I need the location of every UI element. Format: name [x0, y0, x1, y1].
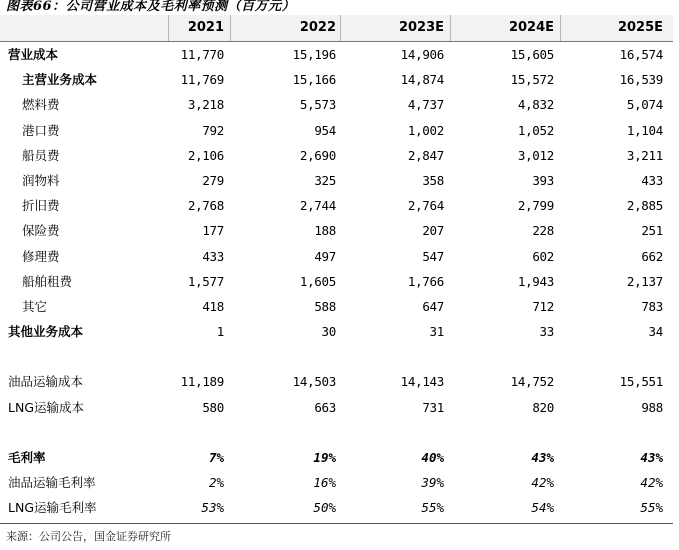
cell-value: 43% [640, 450, 663, 465]
cell-value: 16% [313, 475, 336, 491]
column-divider [230, 15, 231, 41]
header-year-2021: 2021 [187, 20, 224, 35]
spacer-row [0, 420, 673, 445]
row-label: 折旧费 [22, 198, 60, 214]
row-label: 港口费 [22, 122, 60, 138]
cell-value: 731 [422, 399, 444, 415]
row-label: 毛利率 [8, 450, 46, 465]
cell-value: 433 [641, 172, 663, 188]
cell-value: 15,166 [292, 72, 336, 88]
row-label: 油品运输成本 [8, 374, 84, 390]
row-label: 燃料费 [22, 97, 60, 113]
cell-value: 1,766 [407, 273, 444, 289]
column-divider [450, 15, 451, 41]
cell-value: 14,503 [292, 374, 336, 390]
cell-value: 1,104 [626, 122, 663, 138]
cell-value: 177 [202, 223, 224, 239]
cell-value: 11,770 [180, 47, 224, 62]
cell-value: 792 [202, 122, 224, 138]
cell-value: 954 [314, 122, 336, 138]
header-year-2025e: 2025E [617, 20, 663, 35]
cell-value: 3,012 [517, 147, 554, 163]
cell-value: 2,744 [299, 198, 336, 214]
cell-value: 5,573 [299, 97, 336, 113]
cell-value: 712 [532, 298, 554, 314]
cell-value: 783 [641, 298, 663, 314]
cell-value: 497 [314, 248, 336, 264]
cell-value: 820 [532, 399, 554, 415]
cell-value: 418 [202, 298, 224, 314]
cell-value: 2,106 [187, 147, 224, 163]
row-label: 主营业务成本 [22, 72, 98, 88]
cell-value: 1 [216, 324, 224, 340]
cell-value: 602 [532, 248, 554, 264]
table-row [0, 244, 673, 269]
table-title: 图表66：公司营业成本及毛利率预测（百万元） [6, 0, 296, 14]
cell-value: 55% [421, 500, 444, 516]
spacer-row [0, 344, 673, 369]
row-label: LNG运输成本 [8, 399, 85, 415]
cell-value: 19% [313, 450, 336, 465]
cell-value: 16,539 [619, 72, 663, 88]
cell-value: 30 [321, 324, 336, 340]
row-label: 修理费 [22, 248, 60, 264]
table-row [0, 67, 673, 92]
table-row [0, 92, 673, 117]
cell-value: 42% [531, 475, 554, 491]
cell-value: 228 [532, 223, 554, 239]
cell-value: 1,052 [517, 122, 554, 138]
cell-value: 2,847 [407, 147, 444, 163]
cell-value: 1,002 [407, 122, 444, 138]
row-label: 其它 [22, 298, 48, 314]
source-note: 来源：公司公告，国金证券研究所 [6, 530, 171, 543]
cell-value: 11,189 [180, 374, 224, 390]
row-label: 营业成本 [8, 47, 59, 62]
cell-value: 547 [422, 248, 444, 264]
row-label: 其他业务成本 [8, 324, 84, 340]
cell-value: 2% [208, 475, 224, 491]
cell-value: 14,752 [510, 374, 554, 390]
cell-value: 40% [421, 450, 444, 465]
cell-value: 1,605 [299, 273, 336, 289]
cell-value: 4,737 [407, 97, 444, 113]
cost-forecast-table [0, 15, 673, 521]
cell-value: 358 [422, 172, 444, 188]
table-row [0, 42, 673, 67]
column-divider [560, 15, 561, 41]
table-row [0, 118, 673, 143]
cell-value: 15,551 [619, 374, 663, 390]
cell-value: 15,605 [510, 47, 554, 62]
cell-value: 16,574 [619, 47, 663, 62]
cell-value: 393 [532, 172, 554, 188]
table-row [0, 143, 673, 168]
cell-value: 588 [314, 298, 336, 314]
cell-value: 2,137 [626, 273, 663, 289]
cell-value: 2,764 [407, 198, 444, 214]
cell-value: 43% [531, 450, 554, 465]
cell-value: 7% [208, 450, 224, 465]
cell-value: 279 [202, 172, 224, 188]
table-row [0, 319, 673, 344]
cell-value: 2,799 [517, 198, 554, 214]
cell-value: 325 [314, 172, 336, 188]
cell-value: 31 [429, 324, 444, 340]
header-year-2024e: 2024E [508, 20, 554, 35]
table-row [0, 269, 673, 294]
cell-value: 647 [422, 298, 444, 314]
table-row [0, 294, 673, 319]
cell-value: 3,218 [187, 97, 224, 113]
cell-value: 14,143 [400, 374, 444, 390]
row-label: 船舶租费 [22, 273, 73, 289]
cell-value: 5,074 [626, 97, 663, 113]
cell-value: 50% [313, 500, 336, 516]
cell-value: 580 [202, 399, 224, 415]
cell-value: 663 [314, 399, 336, 415]
cell-value: 34 [648, 324, 663, 340]
cell-value: 53% [201, 500, 224, 516]
cell-value: 14,874 [400, 72, 444, 88]
table-row [0, 395, 673, 420]
cell-value: 251 [641, 223, 663, 239]
table-row [0, 218, 673, 243]
cell-value: 988 [641, 399, 663, 415]
header-year-2022: 2022 [299, 20, 336, 35]
cell-value: 207 [422, 223, 444, 239]
table-row [0, 470, 673, 495]
cell-value: 662 [641, 248, 663, 264]
cell-value: 2,768 [187, 198, 224, 214]
column-divider [340, 15, 341, 41]
cell-value: 188 [314, 223, 336, 239]
cell-value: 1,577 [187, 273, 224, 289]
table-header-row [0, 15, 673, 42]
cell-value: 33 [539, 324, 554, 340]
cell-value: 433 [202, 248, 224, 264]
cell-value: 55% [640, 500, 663, 516]
cell-value: 14,906 [400, 47, 444, 62]
table-row [0, 168, 673, 193]
cell-value: 15,196 [292, 47, 336, 62]
table-row [0, 369, 673, 394]
table-row [0, 495, 673, 520]
header-year-2023e: 2023E [398, 20, 444, 35]
cell-value: 1,943 [517, 273, 554, 289]
cell-value: 11,769 [180, 72, 224, 88]
cell-value: 2,885 [626, 198, 663, 214]
row-label: LNG运输毛利率 [8, 500, 97, 516]
cell-value: 2,690 [299, 147, 336, 163]
table-bottom-border [0, 523, 673, 524]
table-row [0, 193, 673, 218]
cell-value: 3,211 [626, 147, 663, 163]
row-label: 保险费 [22, 223, 60, 239]
cell-value: 15,572 [510, 72, 554, 88]
row-label: 船员费 [22, 147, 60, 163]
row-label: 油品运输毛利率 [8, 475, 96, 491]
cell-value: 42% [640, 475, 663, 491]
row-label: 润物料 [22, 172, 60, 188]
cell-value: 54% [531, 500, 554, 516]
table-row [0, 445, 673, 470]
cell-value: 4,832 [517, 97, 554, 113]
column-divider [168, 15, 169, 41]
cell-value: 39% [421, 475, 444, 491]
